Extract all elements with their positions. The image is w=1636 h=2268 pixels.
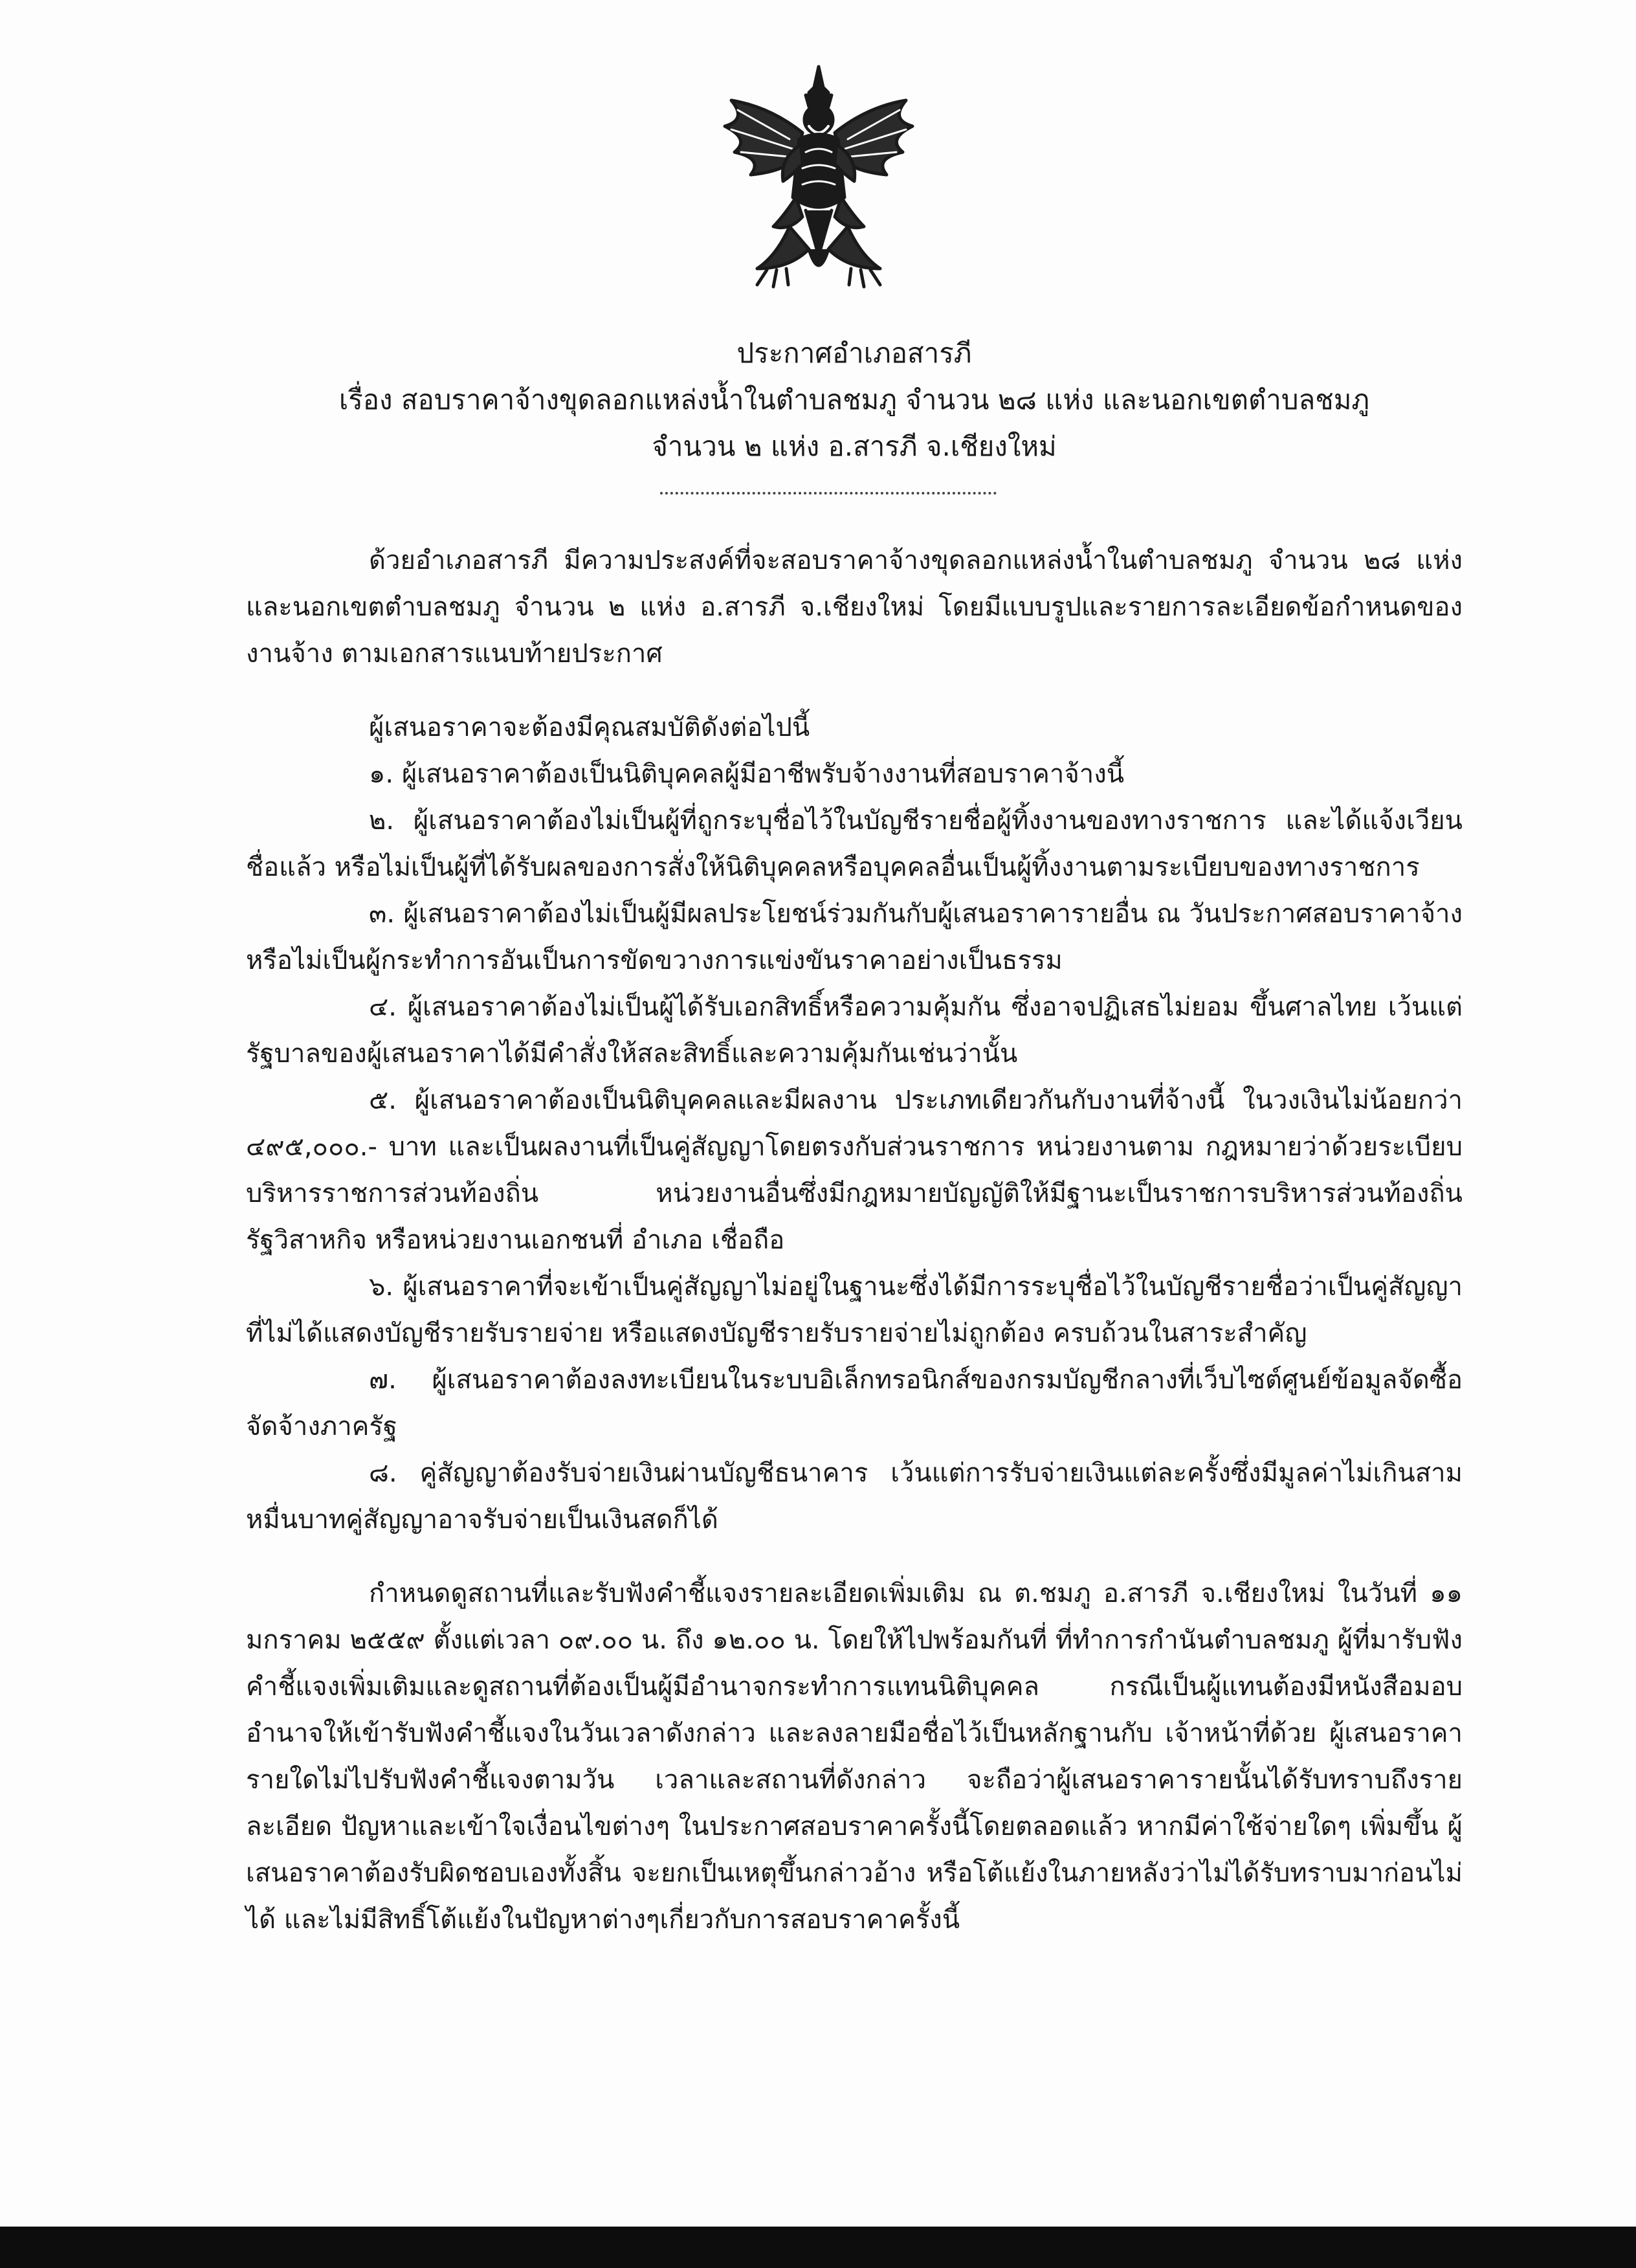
scan-edge-bar [0, 2227, 1636, 2268]
announcement-subject-line2: จำนวน ๒ แห่ง อ.สารภี จ.เชียงใหม่ [652, 430, 1057, 462]
qualification-item: ๑. ผู้เสนอราคาต้องเป็นนิติบุคคลผู้มีอาชีพรับจ้างงานที่สอบราคาจ้างนี้ [369, 759, 1125, 789]
qualification-item: ๔. ผู้เสนอราคาต้องไม่เป็นผู้ได้รับเอกสิทธิ์หรือความคุ้มกัน ซึ่งอาจปฏิเสธไม่ยอม ขึ้นศาลไทย เว้นแต่รัฐบาลของผู้เสนอราคาได้มีคำสั่งให้สละสิทธิ์และความคุ้มกันเช่นว่านั้น [246, 992, 1463, 1069]
garuda-emblem-icon [712, 61, 925, 295]
closing-paragraph: กำหนดดูสถานที่และรับฟังคำชี้แจงรายละเอียดเพิ่มเติม ณ ต.ชมภู อ.สารภี จ.เชียงใหม่ ในวันที่ ๑๑ มกราคม ๒๕๕๙ ตั้งแต่เวลา ๐๙.๐๐ น. ถึง ๑๒.๐๐ น. โดยให้ไปพร้อมกันที่ ที่ทำการกำนันตำบลชมภู ผู้ที่มารับฟังคำชี้แจงเพิ่มเติมและดูสถานที่ต้องเป็นผู้มีอำนาจกระทำการแทนนิติบุคคล กรณีเป็นผู้แทนต้องมีหนังสือมอบอำนาจให้เข้ารับฟังคำชี้แจงในวันเวลาดังกล่าว และลงลายมือชื่อไว้เป็นหลักฐานกับ เจ้าหน้าที่ด้วย ผู้เสนอราคารายใดไม่ไปรับฟังคำชี้แจงตามวัน เวลาและสถานที่ดังกล่าว จะถือว่าผู้เสนอราคารายนั้นได้รับทราบถึงรายละเอียด ปัญหาและเข้าใจเงื่อนไขต่างๆ ในประกาศสอบราคาครั้งนี้โดยตลอดแล้ว หากมีค่าใช้จ่ายใดๆ เพิ่มขึ้น ผู้เสนอราคาต้องรับผิดชอบเองทั้งสิ้น จะยกเป็นเหตุขึ้นกล่าวอ้าง หรือโต้แย้งในภายหลังว่าไม่ได้รับทราบมาก่อนไม่ได้ และไม่มีสิทธิ์โต้แย้งในปัญหาต่างๆเกี่ยวกับการสอบราคาครั้งนี้ [246, 1579, 1463, 1935]
qualification-item: ๖. ผู้เสนอราคาที่จะเข้าเป็นคู่สัญญาไม่อยู่ในฐานะซึ่งได้มีการระบุชื่อไว้ในบัญชีรายชื่อว่าเป็นคู่สัญญาที่ไม่ได้แสดงบัญชีรายรับรายจ่าย หรือแสดงบัญชีรายรับรายจ่ายไม่ถูกต้อง ครบถ้วนในสาระสำคัญ [246, 1272, 1463, 1348]
header-divider [660, 492, 997, 495]
announcement-header [246, 330, 1463, 470]
announcement-body [246, 537, 1463, 1943]
qualification-item: ๒. ผู้เสนอราคาต้องไม่เป็นผู้ที่ถูกระบุชื่อไว้ในบัญชีรายชื่อผู้ทิ้งงานของทางราชการ และได้แจ้งเวียนชื่อแล้ว หรือไม่เป็นผู้ที่ได้รับผลของการสั่งให้นิติบุคคลหรือบุคคลอื่นเป็นผู้ทิ้งงานตามระเบียบของทางราชการ [246, 806, 1463, 882]
qualification-item: ๘. คู่สัญญาต้องรับจ่ายเงินผ่านบัญชีธนาคาร เว้นแต่การรับจ่ายเงินแต่ละครั้งซึ่งมีมูลค่าไม่เกินสามหมื่นบาทคู่สัญญาอาจรับจ่ายเป็นเงินสดก็ได้ [246, 1458, 1463, 1535]
qualifications-heading: ผู้เสนอราคาจะต้องมีคุณสมบัติดังต่อไปนี้ [369, 713, 810, 742]
qualification-item: ๕. ผู้เสนอราคาต้องเป็นนิติบุคคลและมีผลงาน ประเภทเดียวกันกับงานที่จ้างนี้ ในวงเงินไม่น้อยกว่า ๔๙๕,๐๐๐.- บาท และเป็นผลงานที่เป็นคู่สัญญาโดยตรงกับส่วนราชการ หน่วยงานตาม กฎหมายว่าด้วยระเบียบบริหารราชการส่วนท้องถิ่น หน่วยงานอื่นซึ่งมีกฎหมายบัญญัติให้มีฐานะเป็นราชการบริหารส่วนท้องถิ่น รัฐวิสาหกิจ หรือหน่วยงานเอกชนที่ อำเภอ เชื่อถือ [246, 1085, 1463, 1255]
qualification-item: ๗. ผู้เสนอราคาต้องลงทะเบียนในระบบอิเล็กทรอนิกส์ของกรมบัญชีกลางที่เว็บไซต์ศูนย์ข้อมูลจัดซื้อจัดจ้างภาครัฐ [246, 1365, 1463, 1441]
intro-paragraph: ด้วยอำเภอสารภี มีความประสงค์ที่จะสอบราคาจ้างขุดลอกแหล่งน้ำในตำบลชมภู จำนวน ๒๘ แห่ง และนอกเขตตำบลชมภู จำนวน ๒ แห่ง อ.สารภี จ.เชียงใหม่ โดยมีแบบรูปและรายการละเอียดข้อกำหนดของงานจ้าง ตามเอกสารแนบท้ายประกาศ [246, 546, 1463, 669]
announcement-title: ประกาศอำเภอสารภี [736, 337, 972, 369]
announcement-subject-line1: เรื่อง สอบราคาจ้างขุดลอกแหล่งน้ำในตำบลชมภู จำนวน ๒๘ แห่ง และนอกเขตตำบลชมภู [338, 384, 1370, 416]
qualification-item: ๓. ผู้เสนอราคาต้องไม่เป็นผู้มีผลประโยชน์ร่วมกันกับผู้เสนอราคารายอื่น ณ วันประกาศสอบราคาจ้าง หรือไม่เป็นผู้กระทำการอันเป็นการขัดขวางการแข่งขันราคาอย่างเป็นธรรม [246, 899, 1463, 975]
